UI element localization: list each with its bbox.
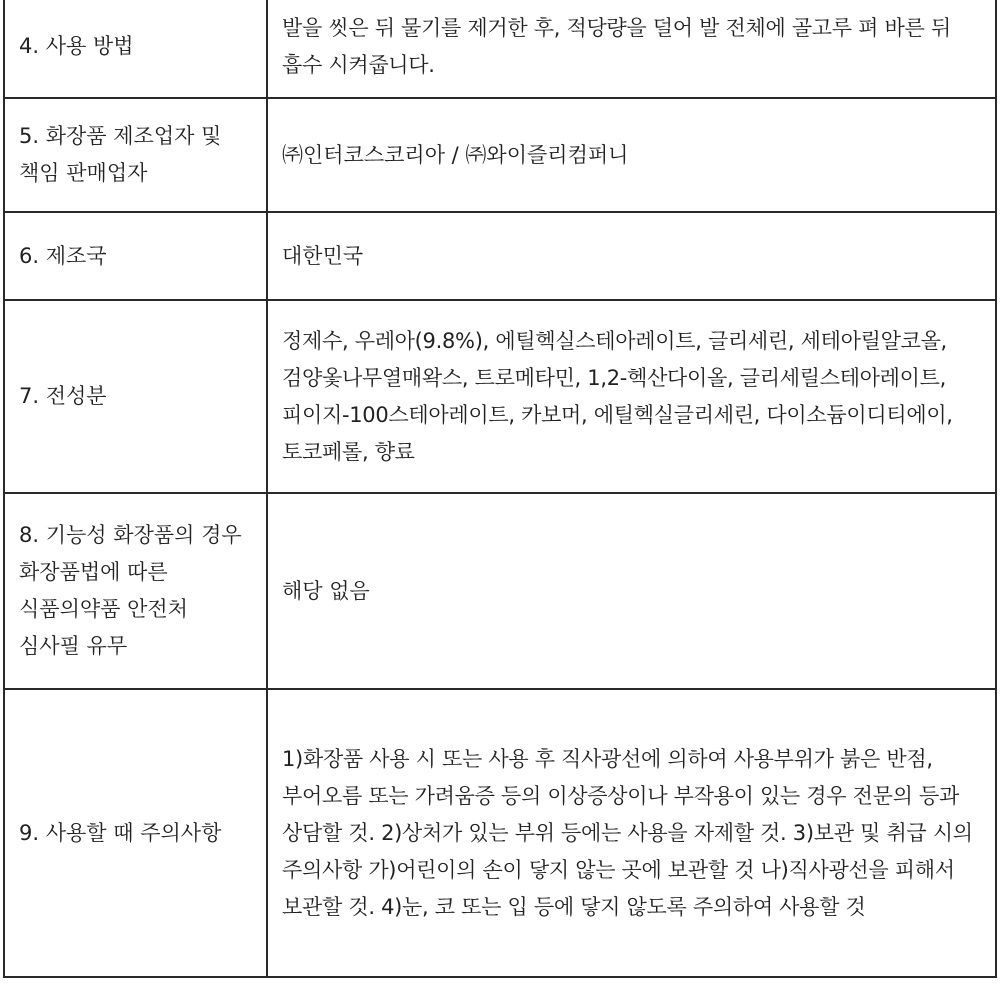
table-row-functional-review [4, 493, 996, 689]
table-row-precautions [4, 689, 996, 977]
value-functional-review: 해당 없음 [267, 493, 996, 689]
product-info-table [3, 0, 997, 978]
label-manufacturer: 5. 화장품 제조업자 및 책임 판매업자 [4, 98, 267, 212]
table-row-manufacturer [4, 98, 996, 212]
value-precautions: 1)화장품 사용 시 또는 사용 후 직사광선에 의하여 사용부위가 붉은 반점, 부어오름 또는 가려움증 등의 이상증상이나 부작용이 있는 경우 전문의 등과 상담할 것. 2)상처가 있는 부위 등에는 사용을 자제할 것. 3)보관 및 취급 시의 주의사항 가)어린이의 손이 닿지 않는 곳에 보관할 것 나)직사광선을 피해서 보관할 것. 4)눈, 코 또는 입 등에 닿지 않도록 주의하여 사용할 것 [267, 689, 996, 977]
table-row-usage [4, 0, 996, 98]
value-country: 대한민국 [267, 212, 996, 300]
value-usage: 발을 씻은 뒤 물기를 제거한 후, 적당량을 덜어 발 전체에 골고루 펴 바른 뒤 흡수 시켜줍니다. [267, 0, 996, 98]
table-row-country [4, 212, 996, 300]
value-ingredients: 정제수, 우레아(9.8%), 에틸헥실스테아레이트, 글리세린, 세테아릴알코올, 검양옻나무열매왁스, 트로메타민, 1,2-헥산다이올, 글리세릴스테아레이트, 피이지-100스테아레이트, 카보머, 에틸헥실글리세린, 다이소듐이디티에이, 토코페롤, 향료 [267, 300, 996, 493]
label-ingredients: 7. 전성분 [4, 300, 267, 493]
label-country: 6. 제조국 [4, 212, 267, 300]
table-row-ingredients [4, 300, 996, 493]
label-precautions: 9. 사용할 때 주의사항 [4, 689, 267, 977]
label-usage: 4. 사용 방법 [4, 0, 267, 98]
label-functional-review: 8. 기능성 화장품의 경우 화장품법에 따른 식품의약품 안전처 심사필 유무 [4, 493, 267, 689]
value-manufacturer: ㈜인터코스코리아 / ㈜와이즐리컴퍼니 [267, 98, 996, 212]
